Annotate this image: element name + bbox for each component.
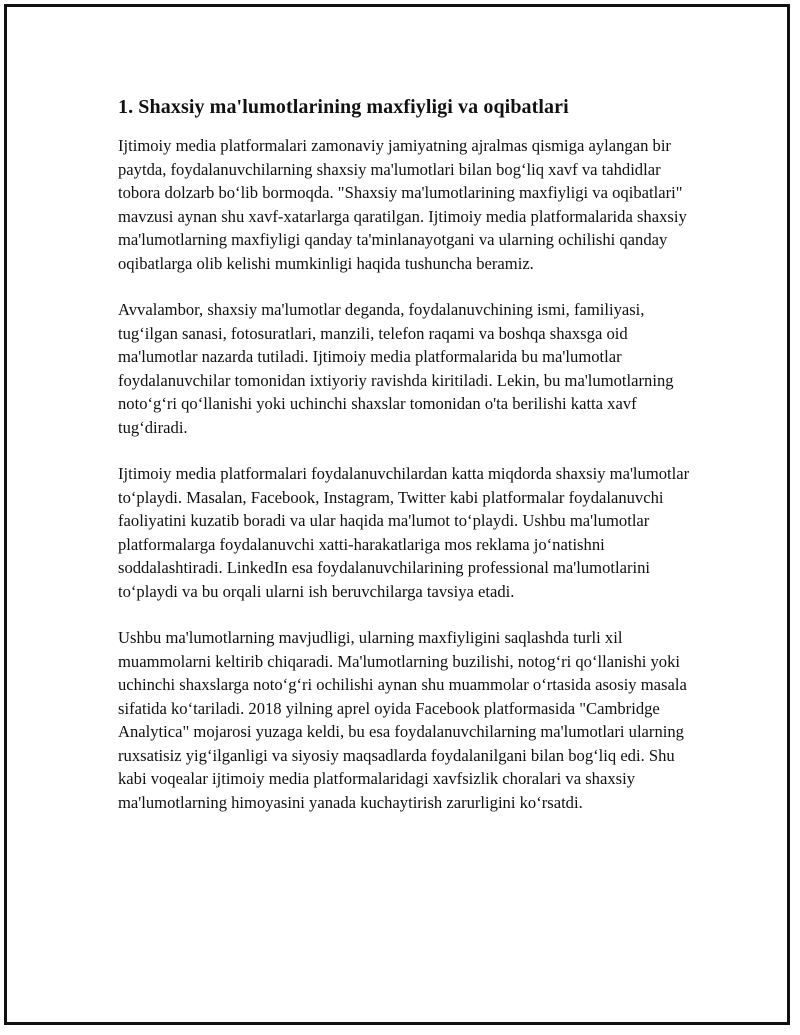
section-heading: 1. Shaxsiy ma'lumotlarining maxfiyligi va oqibatlari [118, 96, 569, 118]
paragraph-definition: Avvalambor, shaxsiy ma'lumotlar deganda, foydalanuvchining ismi, familiyasi, tug‘ilgan sanasi, fotosuratlari, manzili, telefon raqami va boshqa shaxsga oid ma'lumotlar nazarda tutiladi. Ijtimoiy media platformalarida bu ma'lumotlar foydalanuvchilar tomonidan ixtiyoriy ravishda kiritiladi. Lekin, bu ma'lumotlarning noto‘g‘ri qo‘llanishi yoki uchinchi shaxslar tomonidan o'ta berilishi katta xavf tug‘diradi. [118, 300, 674, 437]
paragraph-data-collection: Ijtimoiy media platformalari foydalanuvchilardan katta miqdorda shaxsiy ma'lumotlar to‘playdi. Masalan, Facebook, Instagram, Twitter kabi platformalar foydalanuvchi faoliyatini kuzatib boradi va ular haqida ma'lumot to‘playdi. Ushbu ma'lumotlar platformalarga foydalanuvchi xatti-harakatlariga mos reklama jo‘natishni soddalashtiradi. LinkedIn esa foydalanuvchilarining professional ma'lumotlarini to‘playdi va bu orqali ularni ish beruvchilarga tavsiya etadi. [118, 464, 690, 601]
document-body [118, 94, 693, 837]
paragraph-intro: Ijtimoiy media platformalari zamonaviy jamiyatning ajralmas qismiga aylangan bir paytda, foydalanuvchilarning shaxsiy ma'lumotlari bilan bog‘liq xavf va tahdidlar tobora dolzarb bo‘lib bormoqda. "Shaxsiy ma'lumotlarining maxfiyligi va oqibatlari" mavzusi aynan shu xavf-xatarlarga qaratilgan. Ijtimoiy media platformalarida shaxsiy ma'lumotlarning maxfiyligi qanday ta'minlanayotgani va ularning ochilishi qanday oqibatlarga olib kelishi mumkinligi haqida tushuncha beramiz. [118, 136, 687, 273]
paragraph-privacy-issues: Ushbu ma'lumotlarning mavjudligi, ularning maxfiyligini saqlashda turli xil muammolarni keltirib chiqaradi. Ma'lumotlarning buzilishi, notog‘ri qo‘llanishi yoki uchinchi shaxslarga noto‘g‘ri ochilishi aynan shu muammolar o‘rtasida asosiy masala sifatida ko‘tariladi. 2018 yilning aprel oyida Facebook platformasida "Cambridge Analytica" mojarosi yuzaga keldi, bu esa foydalanuvchilarning ma'lumotlari ularning ruxsatisiz yig‘ilganligi va siyosiy maqsadlarda foydalanilgani bilan bog‘liq edi. Shu kabi voqealar ijtimoiy media platformalaridagi xavfsizlik choralari va shaxsiy ma'lumotlarning himoyasini yanada kuchaytirish zarurligini ko‘rsatdi. [118, 628, 687, 812]
